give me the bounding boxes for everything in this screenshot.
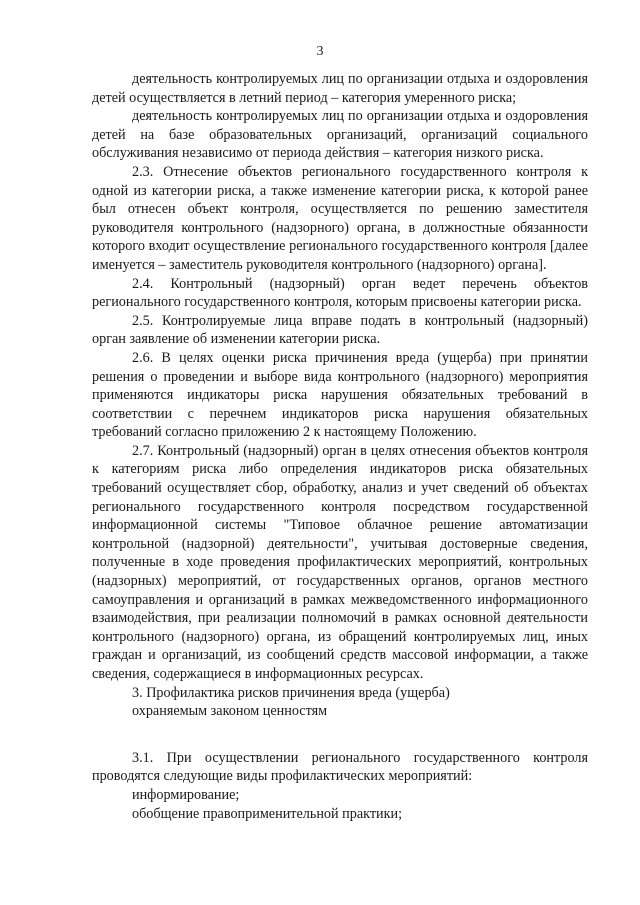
section-3-heading bbox=[92, 684, 588, 721]
page-number: 3 bbox=[316, 44, 324, 59]
paragraph-3-1: 3.1. При осуществлении регионального государственного контроля проводятся следующие виды профилактических мероприятий: bbox=[92, 749, 588, 785]
list-item-informing: информирование; bbox=[132, 786, 240, 803]
paragraph-2-3: 2.3. Отнесение объектов регионального государственного контроля к одной из категории риска, а также изменение категории риска, к которой ранее был отнесен объект контроля, осуществляется по решению заместителя руководителя контрольного (надзорного) органа, в должностные обязанности которого входит осуществление регионального государственного контроля [далее именуется – заместитель руководителя контрольного (надзорного) органа]. bbox=[92, 163, 588, 273]
list-item-practice-generalization: обобщение правоприменительной практики; bbox=[132, 805, 403, 822]
section-3-heading-line2: охраняемым законом ценностям bbox=[132, 703, 328, 720]
document-body bbox=[92, 70, 588, 823]
paragraph-summer-period: деятельность контролируемых лиц по организации отдыха и оздоровления детей осуществляется в летний период – категория умеренного риска; bbox=[92, 71, 588, 106]
paragraph-2-6: 2.6. В целях оценки риска причинения вреда (ущерба) при принятии решения о проведении и выборе вида контрольного (надзорного) мероприятия применяются индикаторы риска нарушения обязательных требований в соответствии с перечнем индикаторов риска нарушения обязательных требований согласно приложению 2 к настоящему Положению. bbox=[92, 349, 588, 441]
paragraph-2-7: 2.7. Контрольный (надзорный) орган в целях отнесения объектов контроля к категориям риска либо определения индикаторов риска обязательных требований осуществляет сбор, обработку, анализ и учет сведений об объектах регионального государственного контроля посредством государственной информационной системы "Типовое облачное решение автоматизации контрольной (надзорной) деятельности", учитывая достоверные сведения, полученные в ходе проведения профилактических мероприятий, контрольных (надзорных) мероприятий, от государственных органов, органов местного самоуправления и организаций в рамках межведомственного информационного взаимодействия, при реализации полномочий в рамках основной деятельности контрольного (надзорного) органа, из обращений контролируемых лиц, иных граждан и организаций, из сообщений средств массовой информации, а также сведения, содержащиеся в информационных ресурсах. bbox=[92, 442, 588, 682]
section-3-heading-line1: 3. Профилактика рисков причинения вреда (ущерба) bbox=[132, 684, 450, 701]
paragraph-2-5: 2.5. Контролируемые лица вправе подать в контрольный (надзорный) орган заявление об изменении категории риска. bbox=[92, 312, 588, 348]
paragraph-low-risk: деятельность контролируемых лиц по организации отдыха и оздоровления детей на базе образовательных организаций, организаций социального обслуживания независимо от периода действия – категория низкого риска. bbox=[92, 108, 588, 162]
paragraph-2-4: 2.4. Контрольный (надзорный) орган ведет перечень объектов регионального государственного контроля, которым присвоены категории риска. bbox=[92, 275, 588, 311]
